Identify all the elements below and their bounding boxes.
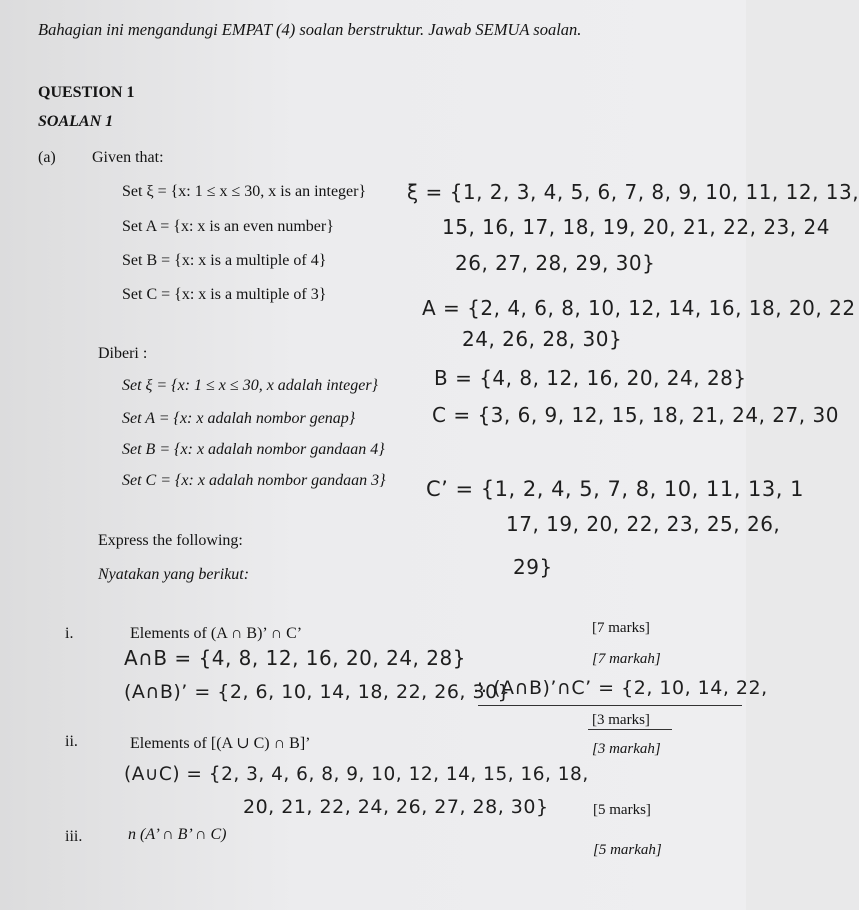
handwritten-a-intersect-b: A∩B = {4, 8, 12, 16, 20, 24, 28}	[124, 646, 466, 670]
set-a-en: Set A = {x: x is an even number}	[122, 218, 334, 235]
set-b-ms: Set B = {x: x adalah nombor gandaan 4}	[122, 441, 385, 458]
section-instruction: Bahagian ini mengandungi EMPAT (4) soalan berstruktur. Jawab SEMUA soalan.	[38, 20, 582, 39]
answer-i-rule	[478, 705, 742, 706]
handwritten-universal-set-line2: 15, 16, 17, 18, 19, 20, 21, 22, 23, 24	[442, 215, 830, 239]
handwritten-set-c: C = {3, 6, 9, 12, 15, 18, 21, 24, 27, 30	[432, 403, 839, 427]
handwritten-c-complement-line1: C’ = {1, 2, 4, 5, 7, 8, 10, 11, 13, 1	[426, 477, 804, 501]
set-xi-en: Set ξ = {x: 1 ≤ x ≤ 30, x is an integer}	[122, 183, 367, 200]
handwritten-answer-i: ∴ (A∩B)’∩C’ = {2, 10, 14, 22,	[474, 677, 768, 699]
handwritten-universal-set-line1: ξ = {1, 2, 3, 4, 5, 6, 7, 8, 9, 10, 11, 12, 13,	[407, 180, 859, 204]
handwritten-set-a-line1: A = {2, 4, 6, 8, 10, 12, 14, 16, 18, 20, 22	[422, 296, 856, 320]
set-c-en: Set C = {x: x is a multiple of 3}	[122, 286, 327, 303]
item-i-number: i.	[65, 625, 74, 642]
handwritten-c-complement-line3: 29}	[513, 555, 553, 579]
set-b-en: Set B = {x: x is a multiple of 4}	[122, 252, 327, 269]
set-c-ms: Set C = {x: x adalah nombor gandaan 3}	[122, 472, 386, 489]
handwritten-a-intersect-b-complement: (A∩B)’ = {2, 6, 10, 14, 18, 22, 26, 30}	[124, 681, 511, 703]
part-a-label: (a)	[38, 149, 56, 166]
item-ii-marks-underline	[588, 729, 672, 730]
item-i-text: Elements of (A ∩ B)’ ∩ C’	[130, 625, 303, 642]
express-en: Express the following:	[98, 532, 243, 549]
handwritten-set-a-line2: 24, 26, 28, 30}	[462, 327, 623, 351]
handwritten-a-union-c-line1: (A∪C) = {2, 3, 4, 6, 8, 9, 10, 12, 14, 15, 16, 18,	[124, 764, 589, 785]
item-ii-text: Elements of [(A ∪ C) ∩ B]’	[130, 735, 311, 752]
item-i-marks-en: [7 marks]	[592, 620, 650, 636]
item-ii-marks-ms: [3 markah]	[592, 741, 661, 757]
given-text: Given that:	[92, 149, 164, 166]
soalan-title: SOALAN 1	[38, 113, 114, 130]
handwritten-a-union-c-line2: 20, 21, 22, 24, 26, 27, 28, 30}	[243, 796, 549, 818]
item-iii-text: n (A’ ∩ B’ ∩ C)	[128, 826, 227, 843]
set-xi-ms: Set ξ = {x: 1 ≤ x ≤ 30, x adalah integer}	[122, 377, 378, 394]
item-iii-marks-ms: [5 markah]	[593, 842, 662, 858]
handwritten-set-b: B = {4, 8, 12, 16, 20, 24, 28}	[434, 366, 747, 390]
item-ii-number: ii.	[65, 733, 78, 750]
handwritten-universal-set-line3: 26, 27, 28, 29, 30}	[455, 251, 656, 275]
express-ms: Nyatakan yang berikut:	[98, 566, 250, 583]
item-iii-number: iii.	[65, 828, 83, 845]
question-title: QUESTION 1	[38, 84, 135, 101]
item-iii-marks-en: [5 marks]	[593, 802, 651, 818]
handwritten-c-complement-line2: 17, 19, 20, 22, 23, 25, 26,	[506, 512, 781, 536]
item-ii-marks-en: [3 marks]	[592, 712, 650, 728]
set-a-ms: Set A = {x: x adalah nombor genap}	[122, 410, 356, 427]
diberi-text: Diberi :	[98, 345, 148, 362]
item-i-marks-ms: [7 markah]	[592, 651, 661, 667]
